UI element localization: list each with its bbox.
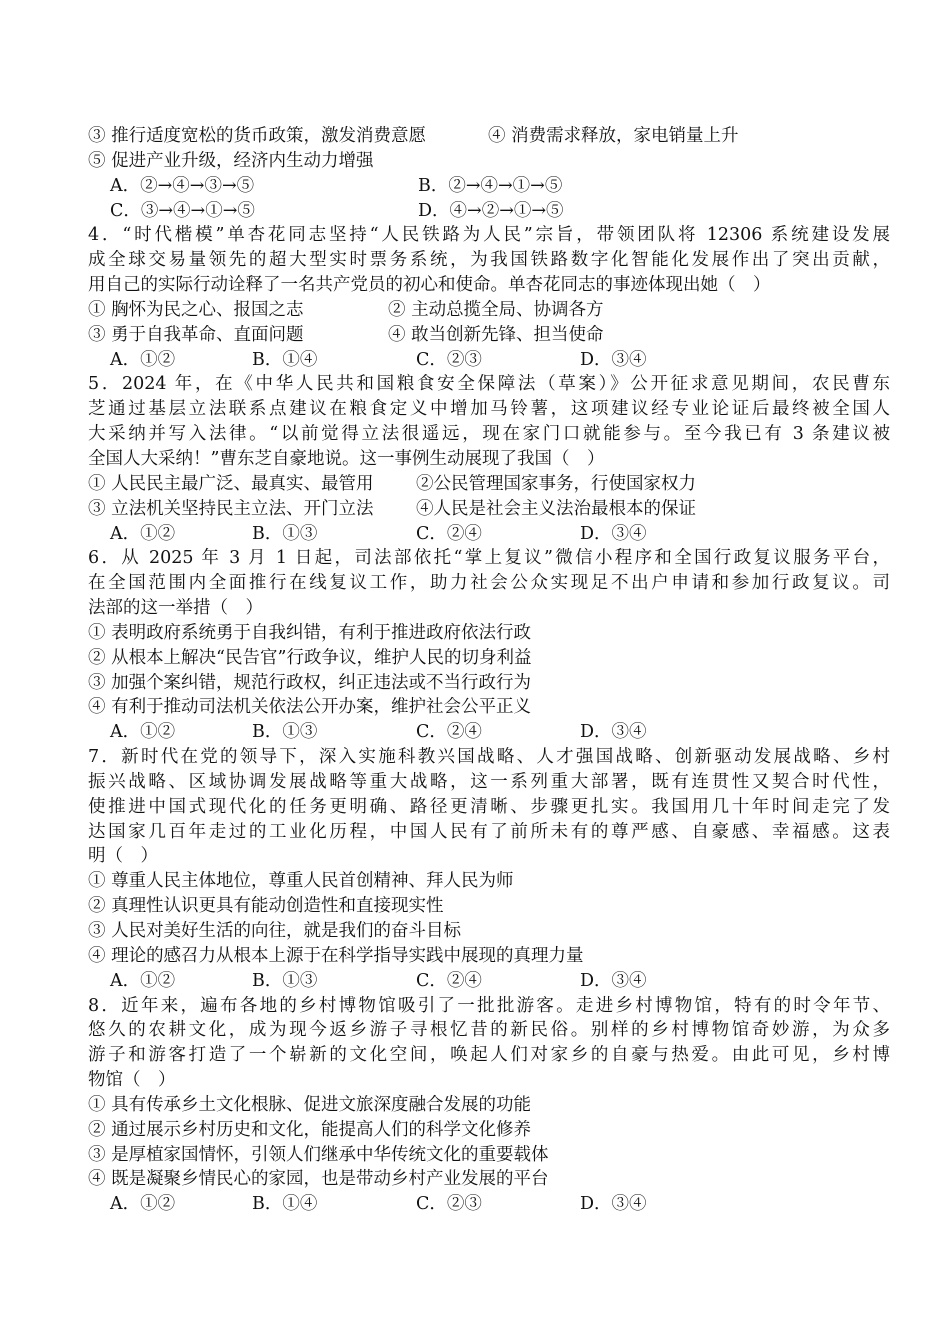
q7-statement-3: ③ 人民对美好生活的向往，就是我们的奋斗目标	[88, 921, 462, 941]
q8-statement-1: ① 具有传承乡土文化根脉、促进文旅深度融合发展的功能	[88, 1094, 532, 1115]
q8-options	[88, 1192, 890, 1217]
q8-option-d: D．③④	[580, 1194, 647, 1215]
q3-option-d: D．④→②→①→⑤	[418, 200, 564, 221]
q7-statement-1: ① 尊重人民主体地位，尊重人民首创精神、拜人民为师	[88, 871, 514, 892]
q5-options	[88, 522, 890, 547]
q6-stem-line: 在全国范围内全面推行在线复议工作，助力社会公众实现足不出户申请和参加行政复议。司	[88, 573, 890, 594]
q6-statement-1: ① 表明政府系统勇于自我纠错，有利于推进政府依法行政	[88, 622, 532, 643]
q3-statement-row	[88, 124, 890, 149]
q3-statement-3: ③ 推行适度宽松的货币政策，激发消费意愿	[88, 126, 427, 146]
q4-option-b: B．①④	[252, 349, 318, 370]
q4-statement-row	[88, 323, 890, 348]
q4-stem-line: 用自己的实际行动诠释了一名共产党员的初心和使命。单杏花同志的事迹体现出她（ ）	[88, 275, 771, 296]
q4-statement-1: ① 胸怀为民之心、报国之志	[88, 299, 304, 320]
q3-option-a: A．②→④→③→⑤	[110, 175, 255, 196]
q4-option-d: D．③④	[580, 349, 647, 370]
q6-statement-3: ③ 加强个案纠错，规范行政权，纠正违法或不当行政行为	[88, 672, 532, 693]
q5-stem-line: 芝通过基层立法联系点建议在粮食定义中增加马铃薯，这项建议经专业论证后最终被全国人	[88, 399, 890, 420]
q3-option-c: C．③→④→①→⑤	[110, 200, 255, 221]
q4-option-a: A．①②	[110, 349, 176, 370]
q7-option-d: D．③④	[580, 970, 647, 991]
q7-statement-4: ④ 理论的感召力从根本上源于在科学指导实践中展现的真理力量	[88, 945, 584, 966]
q8-statement-2: ② 通过展示乡村历史和文化，能提高人们的科学文化修养	[88, 1119, 532, 1140]
q8-statement-4: ④ 既是凝聚乡情民心的家园，也是带动乡村产业发展的平台	[88, 1169, 549, 1190]
q8-statement-3: ③ 是厚植家国情怀，引领人们继承中华传统文化的重要载体	[88, 1144, 549, 1165]
q5-statement-row	[88, 472, 890, 497]
q5-option-a: A．①②	[110, 523, 176, 544]
q7-option-a: A．①②	[110, 970, 176, 991]
q6-stem-line: 6．从 2025 年 3 月 1 日起，司法部依托“掌上复议”微信小程序和全国行政复议服务平台，	[88, 548, 890, 569]
q6-stem-line: 法部的这一举措（ ）	[88, 598, 263, 619]
q5-stem-line: 5．2024 年，在《中华人民共和国粮食安全保障法（草案）》公开征求意见期间，农民曹东	[88, 374, 890, 395]
q8-option-b: B．①④	[252, 1194, 318, 1215]
q6-statement-4: ④ 有利于推动司法机关依法公开办案，维护社会公平正义	[88, 697, 532, 718]
q8-stem-line: 8．近年来，遍布各地的乡村博物馆吸引了一批批游客。走进乡村博物馆，特有的时令年节、	[88, 995, 890, 1016]
q7-stem-line: 7．新时代在党的领导下，深入实施科教兴国战略、人才强国战略、创新驱动发展战略、乡村	[88, 747, 890, 768]
q6-option-d: D．③④	[580, 722, 647, 743]
q5-statement-3: ③ 立法机关坚持民主立法、开门立法	[88, 498, 374, 519]
q8-option-a: A．①②	[110, 1194, 176, 1215]
q6-option-c: C．②④	[416, 722, 482, 743]
q4-statement-2: ② 主动总揽全局、协调各方	[388, 299, 604, 320]
q8-stem-line: 游子和游客打造了一个崭新的文化空间，唤起人们对家乡的自豪与热爱。由此可见，乡村博	[88, 1045, 890, 1066]
q6-options	[88, 720, 890, 745]
q5-statement-2: ②公民管理国家事务，行使国家权力	[416, 473, 696, 494]
q4-stem-line: 成全球交易量领先的超大型实时票务系统，为我国铁路数字化智能化发展作出了突出贡献，	[88, 250, 890, 271]
q7-option-c: C．②④	[416, 970, 482, 991]
q4-options	[88, 348, 890, 373]
q8-stem-line: 物馆（ ）	[88, 1070, 176, 1091]
q6-option-a: A．①②	[110, 722, 176, 743]
q5-statement-1: ① 人民民主最广泛、最真实、最管用	[88, 473, 374, 494]
q5-option-b: B．①③	[252, 523, 318, 544]
q4-statement-4: ④ 敢当创新先锋、担当使命	[388, 324, 604, 345]
q4-statement-row	[88, 298, 890, 323]
q6-statement-2: ② 从根本上解决“民告官”行政争议，维护人民的切身利益	[88, 647, 532, 668]
q7-stem-line: 使推进中国式现代化的任务更明确、路径更清晰、步骤更扎实。我国用几十年时间走完了发	[88, 796, 890, 817]
q4-option-c: C．②③	[416, 349, 482, 370]
q7-statement-2: ② 真理性认识更具有能动创造性和直接现实性	[88, 896, 444, 917]
q7-stem-line: 振兴战略、区域协调发展战略等重大战略，这一系列重大部署，既有连贯性又契合时代性，	[88, 771, 890, 792]
q8-stem-line: 悠久的农耕文化，成为现今返乡游子寻根忆昔的新民俗。别样的乡村博物馆奇妙游，为众多	[88, 1020, 890, 1041]
q4-statement-3: ③ 勇于自我革命、直面问题	[88, 324, 304, 345]
q5-stem-line: 大采纳并写入法律。“以前觉得立法很遥远，现在家门口就能参与。至今我已有 3 条建议被	[88, 424, 890, 445]
q4-stem-line: 4．“时代楷模”单杏花同志坚持“人民铁路为人民”宗旨，带领团队将 12306 系统建设发展	[88, 225, 890, 246]
q5-stem-line: 全国人大采纳！”曹东芝自豪地说。这一事例生动展现了我国（ ）	[88, 448, 605, 469]
q3-options-row-2	[88, 199, 890, 224]
q3-options-row-1	[88, 174, 890, 199]
q3-option-b: B．②→④→①→⑤	[418, 175, 563, 196]
q7-options	[88, 969, 890, 994]
q5-statement-row	[88, 497, 890, 522]
q7-stem-line: 明（ ）	[88, 846, 158, 867]
q7-option-b: B．①③	[252, 970, 318, 991]
q5-statement-4: ④人民是社会主义法治最根本的保证	[416, 498, 696, 519]
q5-option-d: D．③④	[580, 523, 647, 544]
q7-stem-line: 达国家几百年走过的工业化历程，中国人民有了前所未有的尊严感、自豪感、幸福感。这表	[88, 821, 890, 842]
q3-statement-5: ⑤ 促进产业升级，经济内生动力增强	[88, 150, 374, 171]
q8-option-c: C．②③	[416, 1194, 482, 1215]
q3-statement-4: ④ 消费需求释放，家电销量上升	[488, 126, 739, 146]
q5-option-c: C．②④	[416, 523, 482, 544]
q6-option-b: B．①③	[252, 722, 318, 743]
